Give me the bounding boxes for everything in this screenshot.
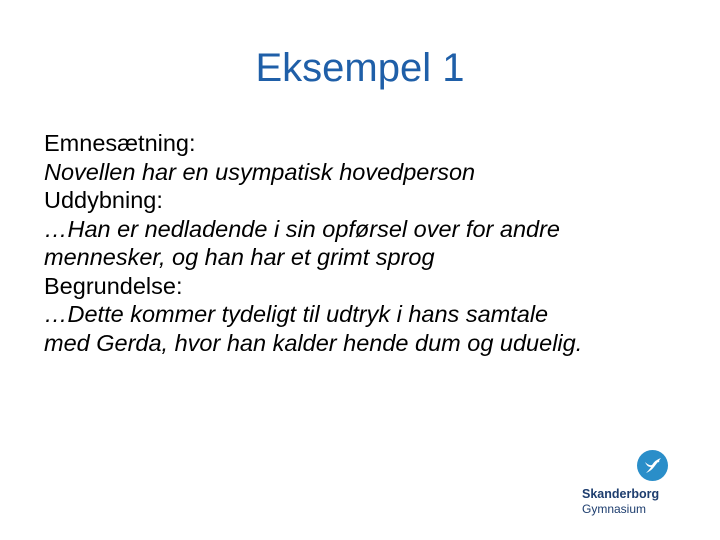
label-emnesaetning: Emnesætning:: [44, 130, 196, 156]
label-uddybning: Uddybning:: [44, 187, 163, 213]
bird-icon: [637, 450, 668, 481]
label-begrundelse: Begrundelse:: [44, 272, 183, 299]
justification-line-1: …Dette kommer tydeligt til udtryk i hans samtale: [44, 301, 549, 327]
topic-sentence: Novellen har en usympatisk hovedperson: [44, 158, 476, 185]
justification-line-2: med Gerda, hvor han kalder hende dum og uduelig.: [44, 329, 583, 356]
logo-subtitle: Gymnasium: [582, 502, 647, 516]
elaboration-line-1: …Han er nedladende i sin opførsel over for andre: [44, 215, 560, 242]
elaboration-line-2: mennesker, og han har et grimt sprog: [44, 244, 435, 270]
school-logo: [582, 450, 678, 520]
slide-body: [44, 129, 694, 357]
logo-name: Skanderborg: [582, 487, 660, 501]
slide-title: Eksempel 1: [255, 46, 465, 90]
